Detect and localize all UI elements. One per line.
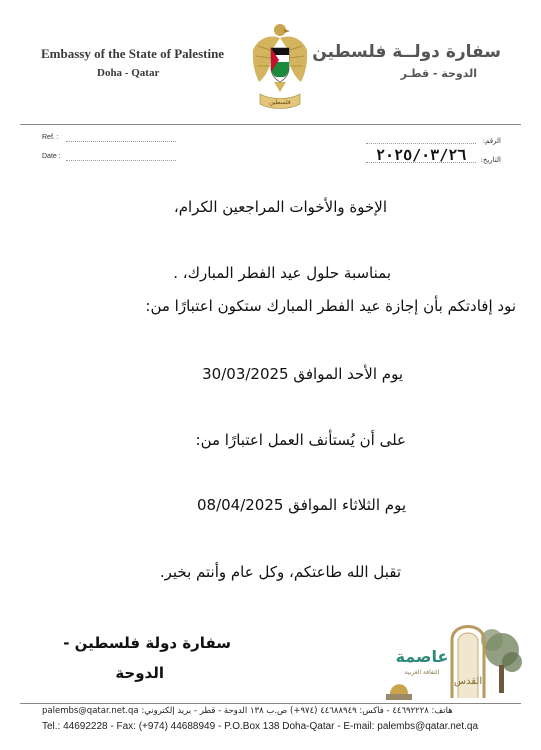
signature-city: الدوحة xyxy=(115,664,164,682)
occasion-line: بمناسبة حلول عيد الفطر المبارك، . xyxy=(173,264,391,282)
signature-embassy: سفارة دولة فلسطين - xyxy=(63,634,231,652)
ref-dotted-line-ar xyxy=(366,143,476,144)
resume-intro: على أن يُستأنف العمل اعتبارًا من: xyxy=(195,431,406,449)
holiday-notice: نود إفادتكم بأن إجازة عيد الفطر المبارك ستكون اعتبارًا من: xyxy=(145,297,516,315)
embassy-city-en: Doha - Qatar xyxy=(97,67,160,79)
salutation: الإخوة والأخوات المراجعين الكرام، xyxy=(173,198,387,216)
closing-greeting: تقبل الله طاعتكم، وكل عام وأنتم بخير. xyxy=(159,563,401,581)
footer-contact-en: Tel.: 44692228 - Fax: (+974) 44688949 - P.O.Box 138 Doha-Qatar - E-mail: palembs@qatar.net.qa xyxy=(42,721,479,732)
emblem-scroll-text: فلسطين xyxy=(269,99,291,106)
footer-divider xyxy=(20,703,521,704)
ref-label-ar: الرقم: xyxy=(482,137,501,145)
capital-logo-script: القدس xyxy=(453,676,483,687)
resume-date: يوم الثلاثاء الموافق 08/04/2025 xyxy=(196,496,406,514)
ref-label: Ref. : xyxy=(42,134,59,141)
embassy-city-ar: الدوحة - قطـر xyxy=(400,67,477,80)
palestine-eagle-emblem-icon xyxy=(250,20,310,112)
holiday-start-date: يوم الأحد الموافق 30/03/2025 xyxy=(202,365,403,383)
ref-dotted-line xyxy=(66,141,176,142)
capital-logo-title: عاصمة xyxy=(395,647,449,666)
header-divider xyxy=(20,124,521,125)
embassy-name-ar: سفارة دولــة فلسطين xyxy=(312,42,501,62)
date-label-ar: التاريخ: xyxy=(480,156,501,164)
embassy-name-en: Embassy of the State of Palestine xyxy=(41,46,225,61)
letter-date: ٢٠٢٥/٠٣/٢٦ xyxy=(376,146,467,164)
footer-contact-ar: هاتف: ٤٤٦٩٢٢٢٨ - فاكس: ٤٤٦٨٨٩٤٩ (٩٧٤+) ص.ب ١٣٨ الدوحة - قطر - بريد إلكتروني: palembs@qatar.net.qa xyxy=(42,706,453,716)
date-label: Date : xyxy=(42,153,61,160)
capital-logo-subtitle: الثقافة العربية xyxy=(404,669,440,676)
date-dotted-line xyxy=(66,160,176,161)
jerusalem-capital-logo-icon xyxy=(384,610,522,702)
